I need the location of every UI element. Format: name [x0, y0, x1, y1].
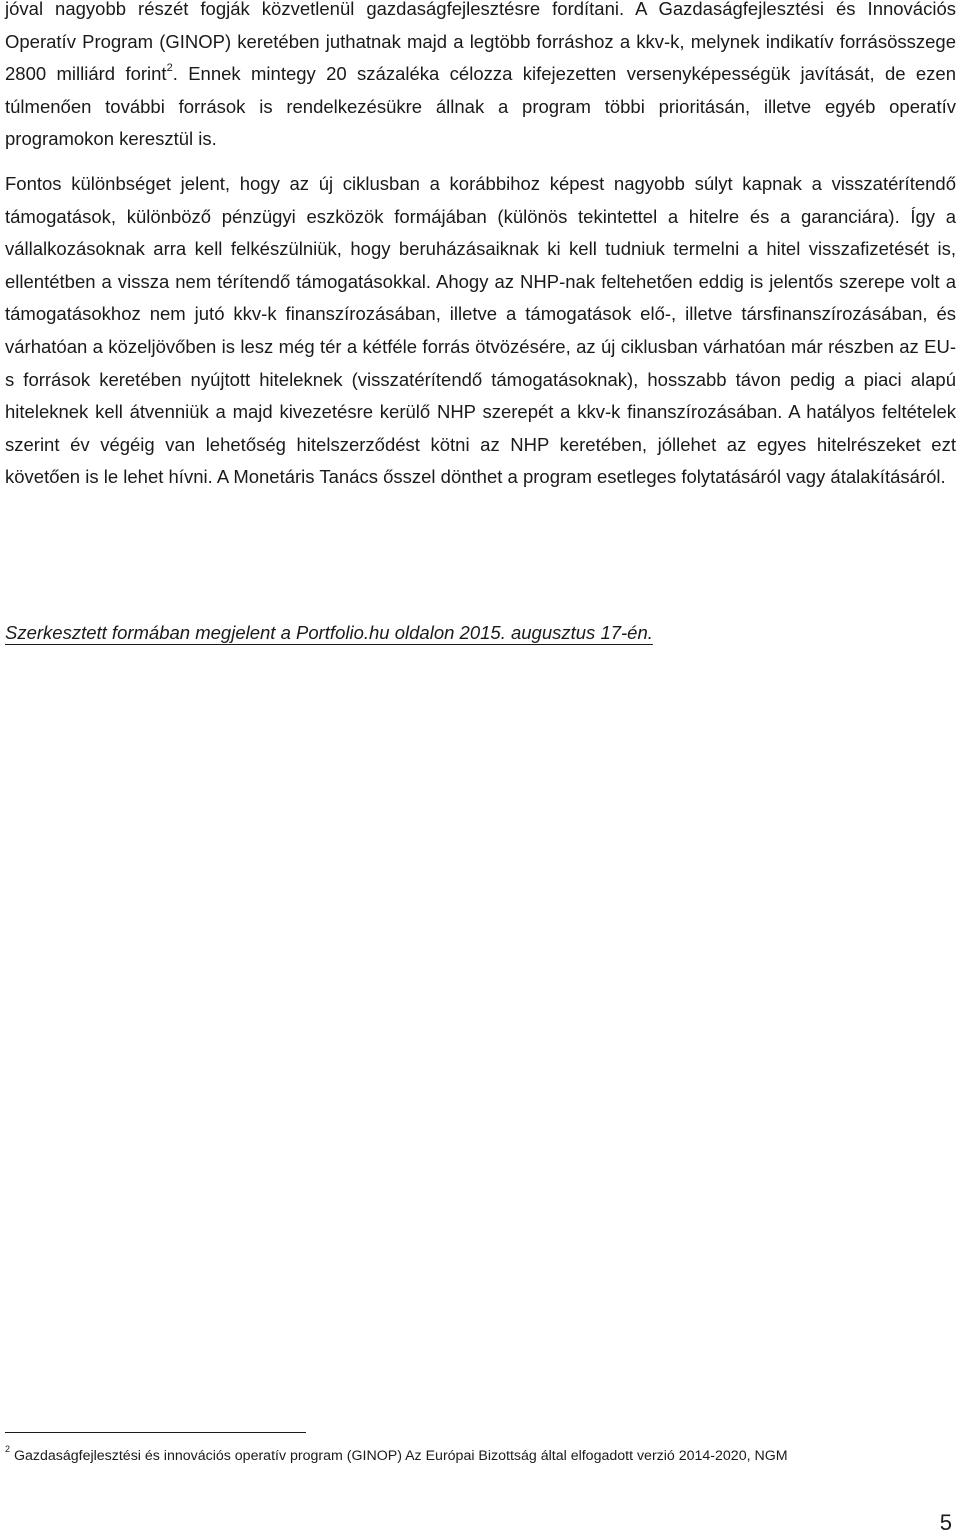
publication-note: Szerkesztett formában megjelent a Portfolio.hu oldalon 2015. augusztus 17-én.: [5, 622, 653, 643]
footnote-text: Gazdaságfejlesztési és innovációs operatív program (GINOP) Az Európai Bizottság által elfogadott verzió 2014-2020, NGM: [13, 1448, 788, 1464]
page-number: 5: [939, 1510, 952, 1535]
footnote-mark: 2: [5, 1444, 11, 1455]
footnote-separator: [5, 1432, 306, 1433]
footnote: [5, 1444, 788, 1468]
paragraph-text: jóval nagyobb részét fogják közvetlenül gazdaságfejlesztésre fordítani. A Gazdaságfejlesztési és Innovációs Operatív Program (GINOP) keretében juthatnak majd a legtöbb forráshoz a kkv-k, melynek indikatív forrásösszege 2800 milliárd forint: [5, 0, 956, 85]
body-paragraph-2: Fontos különbséget jelent, hogy az új ciklusban a korábbihoz képest nagyobb súlyt kapnak a visszatérítendő támogatások, különböző pénzügyi eszközök formájában (különös tekintettel a hitelre és a garanciára). Így a vállalkozásoknak arra kell felkészülniük, hogy beruházásaiknak ki kell tudniuk termelni a hitel visszafizetését is, ellentétben a vissza nem térítendő támogatásokkal. Ahogy az NHP-nak feltehetően eddig is jelentős szerepe volt a támogatásokhoz nem jutó kkv-k finanszírozásában, illetve a támogatások elő-, illetve társfinanszírozásában, és várhatóan a közeljövőben is lesz még tér a kétféle forrás ötvözésére, az új ciklusban várhatóan már részben az EU-s források keretében nyújtott hiteleknek (visszatérítendő támogatásoknak), hosszabb távon pedig a piaci alapú hiteleknek kell átvenniük a majd kivezetésre kerülő NHP szerepét a kkv-k finanszírozásában. A hatályos feltételek szerint év végéig van lehetőség hitelszerződést kötni az NHP keretében, jóllehet az egyes hitelrészeket ezt követően is le lehet hívni. A Monetáris Tanács ősszel dönthet a program esetleges folytatásáról vagy átalakításáról.: [5, 173, 956, 488]
footnote-reference: 2: [166, 62, 173, 75]
body-paragraph-1: [5, 0, 956, 156]
paragraph-text-continued: . Ennek mintegy 20 százaléka célozza kifejezetten versenyképességük javítását, de ezen túlmenően további források is rendelkezésükre állnak a program többi prioritásán, illetve egyéb operatív programokon keresztül is.: [5, 63, 956, 150]
